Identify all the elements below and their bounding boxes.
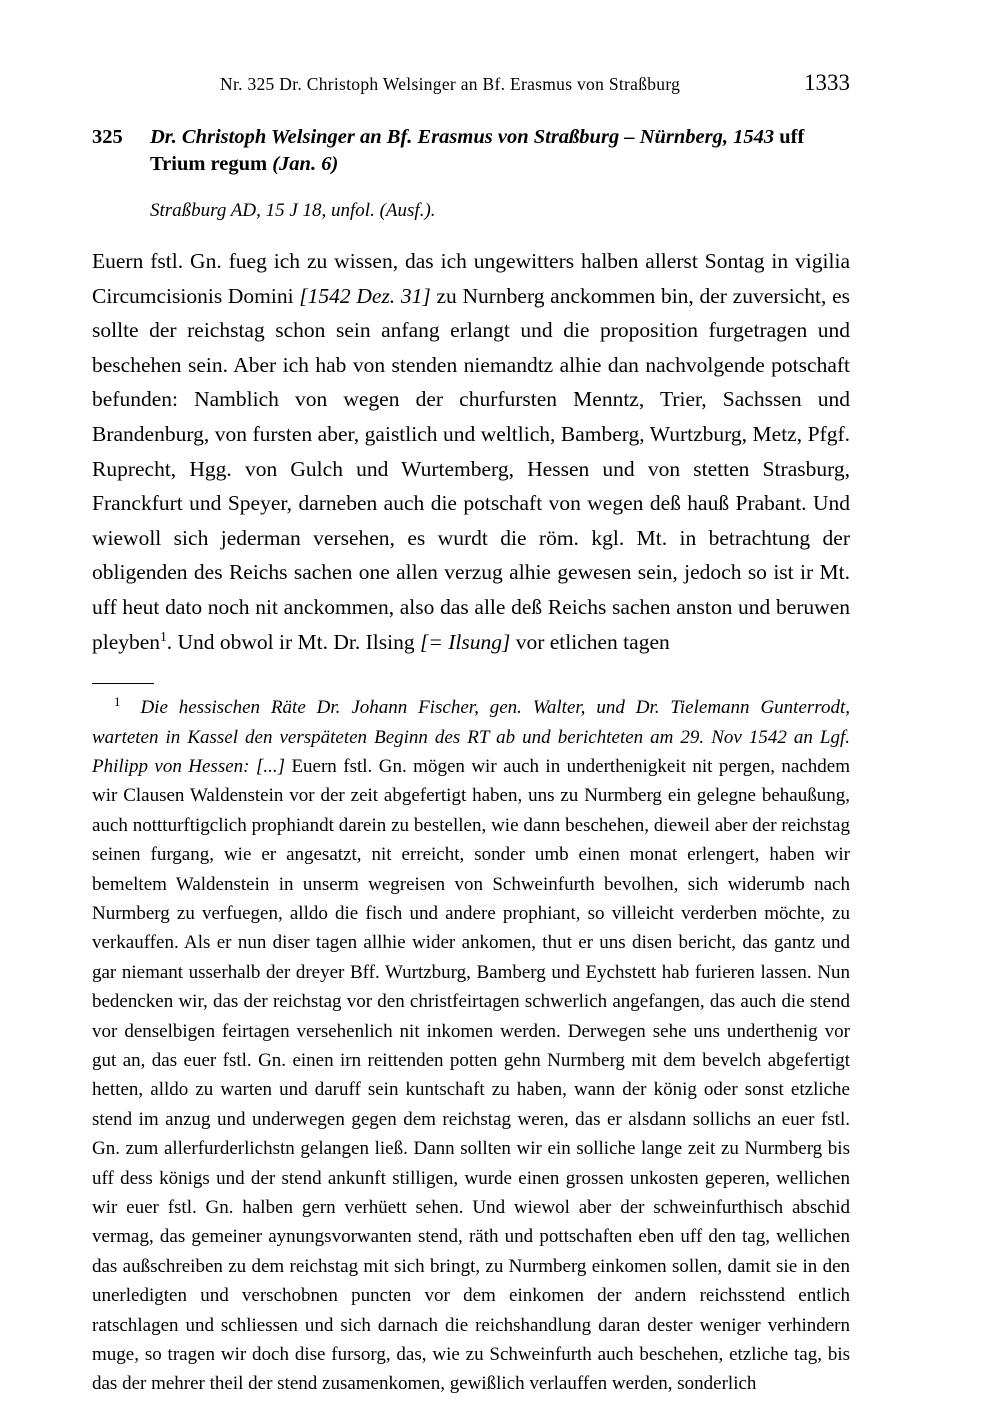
- footnote-editorial-intro: Die hessischen Räte Dr. Johann Fischer, gen. Walter, und Dr. Tielemann Gunterrodt, warteten in Kassel den verspäteten Beginn des RT ab und berichteten am 29. Nov 1542 an Lgf. Philipp von Hessen: [...]: [92, 697, 850, 777]
- body-segment-4: vor etlichen tagen: [510, 629, 670, 654]
- footnote-number: 1: [114, 693, 121, 709]
- page-number: 1333: [804, 70, 850, 95]
- document-body-text: [92, 244, 850, 659]
- footnote-1: [92, 693, 850, 1399]
- document-number: 325: [92, 126, 123, 148]
- footnote-separator-rule: [92, 683, 154, 684]
- footnote-block: [92, 683, 850, 1399]
- page-content-column: [92, 0, 850, 1399]
- source-reference-line: Straßburg AD, 15 J 18, unfol. (Ausf.).: [150, 200, 436, 221]
- body-segment-3: . Und obwol ir Mt. Dr. Ilsing: [166, 629, 420, 654]
- document-title-date: (Jan. 6): [272, 153, 339, 175]
- document-title-roman-text: uff Trium regum: [150, 126, 805, 175]
- body-segment-2: zu Nurnberg anckommen bin, der zuversicht, es sollte der reichstag schon sein anfang erlangt und die proposition furgetragen und beschehen sein. Aber ich hab von stenden niemandtz alhie dan nachvolgende potschaft befunden: Namblich von wegen der churfursten Menntz, Trier, Sachssen und Brandenburg, von fursten aber, gaistlich und weltlich, Bamberg, Wurtzburg, Metz, Pfgf. Ruprecht, Hgg. von Gulch und Wurtemberg, Hessen und von stetten Strasburg, Franckfurt und Speyer, darneben auch die potschaft von wegen deß hauß Prabant. Und wiewoll sich jederman versehen, es wurdt die röm. kgl. Mt. in betrachtung der obligenden des Reichs sachen one allen verzug alhie gewesen sein, jedoch so ist ir Mt. uff heut dato noch nit anckommen, also das alle deß Reichs sachen anston und beruwen pleyben: [92, 283, 851, 654]
- body-segment-1: Euern fstl. Gn. fueg ich zu wissen, das ich ungewitters halben allerst Sontag in vigilia Circumcisionis Domini: [92, 249, 850, 308]
- footnote-quoted-text: Euern fstl. Gn. mögen wir auch in underthenigkeit nit pergen, nachdem wir Clausen Waldenstein vor der zeit abgefertigt haben, uns zu Nurmberg ein gelegne behaußung, auch nottturftigclich prophiandt darein zu bestellen, wie dann beschehen, dieweil aber der reichstag seinen furgang, wie er angesatzt, nit erreicht, sonder umb einen monat erlengert, haben wir bemeltem Waldenstein in unserm wegreisen von Schweinfurth bevolhen, sich widerumb nach Nurmberg zu verfuegen, alldo die fisch und andere prophiant, so villeicht verderben möchte, zu verkauffen. Als er nun diser tagen allhie wider ankomen, thut er uns disen bericht, das gantz und gar niemant usserhalb der dreyer Bff. Wurtzburg, Bamberg und Eychstett hab furieren lassen. Nun bedencken wir, das der reichstag vor den christfeirtagen schwerlich angefangen, das auch die stend vor denselbigen feirtagen versehenlich nit inkomen werden. Derwegen sehe uns underthenig vor gut an, das euer fstl. Gn. einen irn reittenden potten gehn Nurmberg mit dem bevelch abgefertigt hetten, alldo zu warten und daruff sein kuntschaft zu haben, wann der könig oder sonst etzliche stend im anzug und underwegen gegen dem reichstag weren, das er alsdann sollichs an euer fstl. Gn. zum allerfurderlichstn gelangen ließ. Dann sollten wir ein solliche lange zeit zu Nurmberg bis uff dess königs und der stend ankunft stilligen, wurde einen grossen unkosten geperen, wellichen wir euer fstl. Gn. halben gern verhüett sehen. Und wiewol aber der schweinfurthisch abschid vermag, das gemeiner aynungsvorwanten stend, räth und pottschaften eben uff den tag, wellichen das außschreiben zu dem reichstag mit sich bringt, zu Nurmberg einkomen sollen, damit sie in den unerledigten und verschobnen puncten vor dem einkomen der andern reichsstend entlich ratschlagen und schliessen und sich darnach die reichshandlung daran dester weniger verhindern muge, so tragen wir doch dise fursorg, das, wie zu Schweinfurth auch beschehen, etzliche tag, bis das der mehrer theil der stend zusamenkomen, gewißlich verlauffen werden, sonderlich: [92, 755, 850, 1395]
- editorial-insertion-date: [1542 Dez. 31]: [299, 283, 431, 308]
- footnote-reference-marker[interactable]: 1: [160, 628, 167, 644]
- editorial-insertion-name: [= Ilsung]: [419, 629, 511, 654]
- running-head-title: Nr. 325 Dr. Christoph Welsinger an Bf. Erasmus von Straßburg: [220, 74, 681, 94]
- document-heading: [92, 124, 850, 178]
- running-head: [92, 70, 850, 114]
- document-title-italic: Dr. Christoph Welsinger an Bf. Erasmus von Straßburg – Nürnberg, 1543: [150, 126, 775, 148]
